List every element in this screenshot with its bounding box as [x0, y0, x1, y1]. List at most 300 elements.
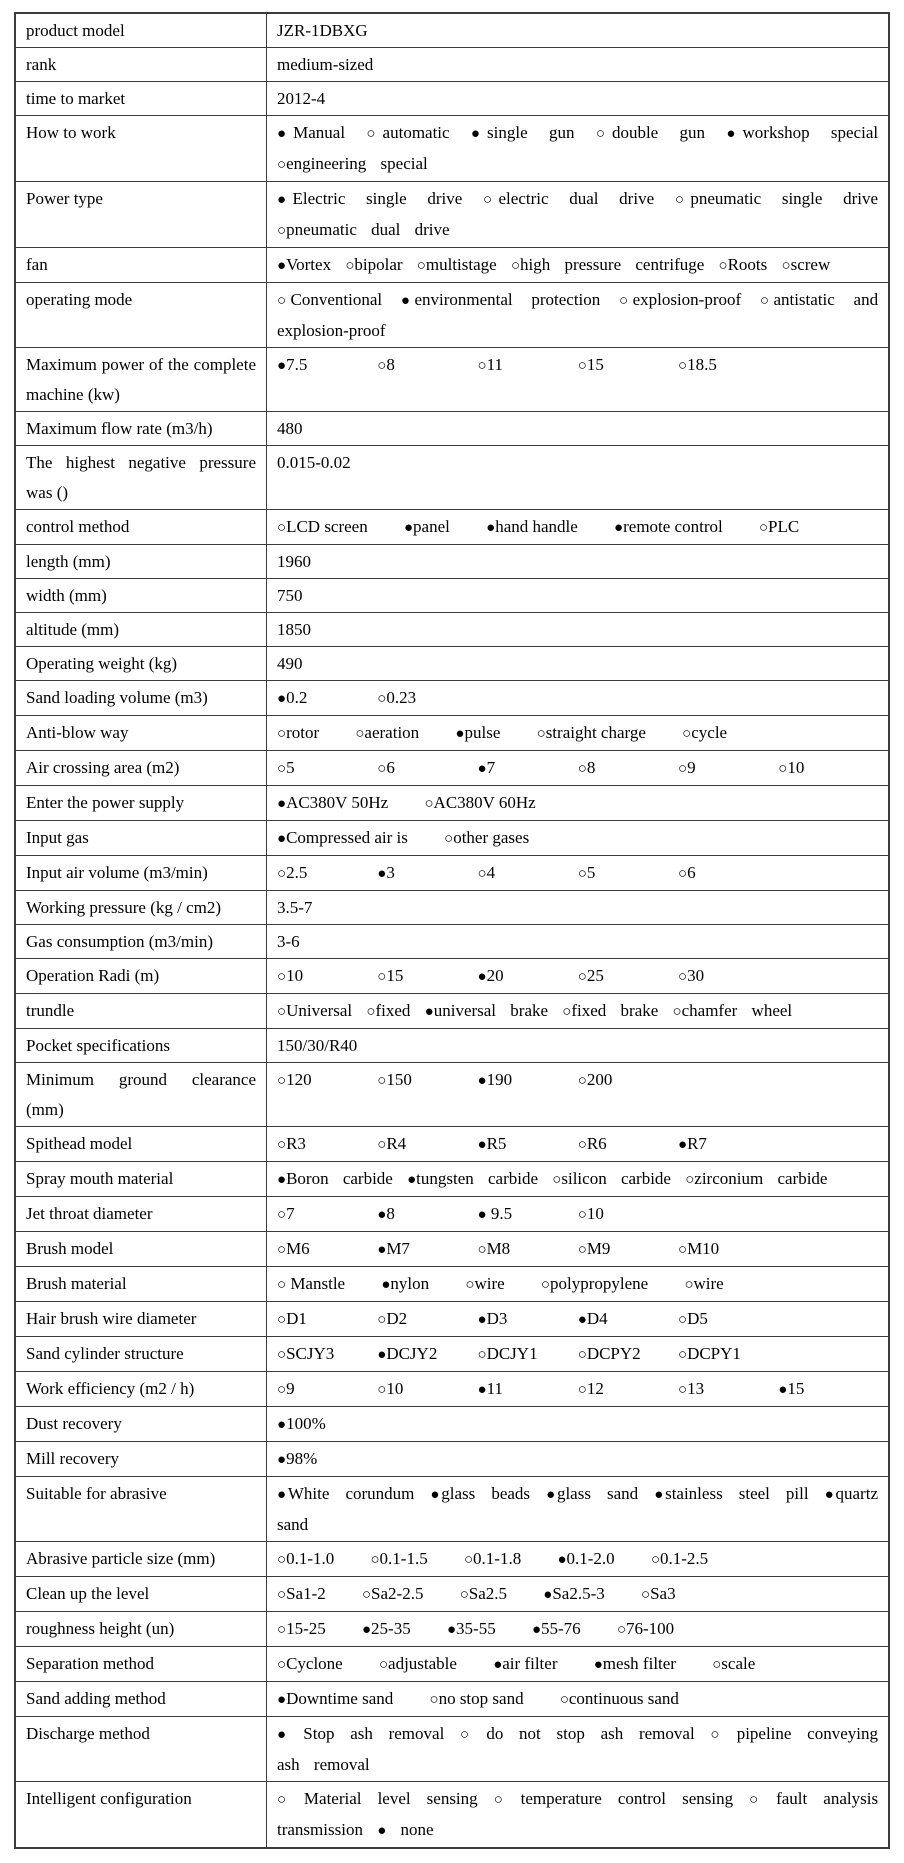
option-label: glass sand	[556, 1484, 639, 1503]
option-selected	[362, 1619, 411, 1638]
option-label: Material level sensing	[287, 1789, 478, 1808]
hollow-bullet-icon: ○	[444, 831, 454, 847]
option-label: pipeline conveying ash removal	[277, 1724, 878, 1774]
option-unselected	[673, 1001, 793, 1020]
option-label: scale	[721, 1654, 756, 1673]
option-unselected	[511, 255, 704, 274]
hollow-bullet-icon: ○	[277, 223, 287, 239]
option-unselected	[552, 1169, 671, 1188]
hollow-bullet-icon: ○	[477, 358, 487, 374]
hollow-bullet-icon: ○	[672, 1004, 682, 1020]
hollow-bullet-icon: ○	[370, 1552, 380, 1568]
option-unselected	[678, 1234, 774, 1265]
hollow-bullet-icon: ○	[577, 1207, 587, 1223]
option-label: screw	[790, 255, 831, 274]
hollow-bullet-icon: ○	[758, 520, 769, 536]
table-row	[15, 925, 889, 959]
option-selected	[277, 1169, 393, 1188]
table-row	[15, 1477, 889, 1542]
hollow-bullet-icon: ○	[685, 1172, 695, 1188]
option-label: Sa2.5-3	[552, 1584, 605, 1603]
row-label: Jet throat diameter	[15, 1197, 267, 1232]
hollow-bullet-icon: ○	[463, 1552, 474, 1568]
option-label: 190	[486, 1070, 513, 1089]
row-value	[267, 182, 890, 248]
option-label: silicon carbide	[561, 1169, 671, 1188]
row-value	[267, 248, 890, 283]
hollow-bullet-icon: ○	[619, 293, 633, 309]
table-row	[15, 1407, 889, 1442]
option-label: Stop ash removal	[287, 1724, 445, 1743]
hollow-bullet-icon: ○	[678, 1242, 688, 1258]
row-label: Power type	[15, 182, 267, 248]
option-unselected	[277, 1549, 334, 1568]
option-label: 20	[486, 966, 504, 985]
row-value	[267, 959, 890, 994]
table-row	[15, 510, 889, 545]
row-value	[267, 1542, 890, 1577]
option-label: antistatic and explosion-proof	[277, 290, 879, 340]
row-label: Sand adding method	[15, 1682, 267, 1717]
hollow-bullet-icon: ○	[577, 1347, 587, 1363]
filled-bullet-icon: ●	[361, 1622, 372, 1638]
hollow-bullet-icon: ○	[577, 1242, 587, 1258]
option-label: 15-25	[286, 1619, 326, 1638]
option-selected	[678, 1129, 774, 1160]
option-unselected	[578, 350, 674, 381]
row-value	[267, 786, 890, 821]
option-label: 15	[586, 355, 604, 374]
option-unselected	[483, 189, 654, 208]
filled-bullet-icon: ●	[277, 1727, 288, 1743]
filled-bullet-icon: ●	[477, 1207, 487, 1223]
filled-bullet-icon: ●	[446, 1622, 457, 1638]
hollow-bullet-icon: ○	[465, 1277, 475, 1293]
table-row	[15, 1577, 889, 1612]
table-row	[15, 891, 889, 925]
option-unselected	[444, 828, 529, 847]
option-unselected	[417, 255, 497, 274]
hollow-bullet-icon: ○	[378, 1657, 389, 1673]
row-value	[267, 1162, 890, 1197]
option-label: 10	[586, 1204, 604, 1223]
filled-bullet-icon: ●	[486, 520, 496, 536]
row-label: Working pressure (kg / cm2)	[15, 891, 267, 925]
option-unselected	[277, 154, 428, 173]
option-unselected	[619, 290, 741, 309]
option-unselected	[277, 517, 368, 536]
option-label: 2.5	[286, 863, 308, 882]
option-label: quartz sand	[277, 1484, 878, 1534]
option-unselected	[478, 1234, 574, 1265]
row-value: 1960	[267, 545, 890, 579]
option-selected	[478, 1065, 574, 1096]
row-value	[267, 283, 890, 348]
option-unselected	[277, 1654, 343, 1673]
option-label: 10	[787, 758, 805, 777]
option-label: White corundum	[287, 1484, 415, 1503]
option-selected	[478, 1129, 574, 1160]
option-selected	[478, 961, 574, 992]
option-selected	[277, 828, 408, 847]
option-label: 8	[586, 758, 596, 777]
row-value	[267, 510, 890, 545]
row-label: Operation Radi (m)	[15, 959, 267, 994]
row-value	[267, 681, 890, 716]
option-label: 5	[586, 863, 596, 882]
table-row	[15, 786, 889, 821]
hollow-bullet-icon: ○	[277, 1137, 287, 1153]
hollow-bullet-icon: ○	[377, 969, 387, 985]
row-value: 2012-4	[267, 82, 890, 116]
option-label: cycle	[691, 723, 728, 742]
filled-bullet-icon: ●	[477, 1073, 487, 1089]
option-label: aeration	[364, 723, 420, 742]
row-label: Sand loading volume (m3)	[15, 681, 267, 716]
hollow-bullet-icon: ○	[712, 1657, 722, 1673]
option-selected	[455, 723, 500, 742]
hollow-bullet-icon: ○	[361, 1587, 372, 1603]
table-row	[15, 1682, 889, 1717]
option-label: nylon	[390, 1274, 430, 1293]
row-value: 480	[267, 412, 890, 446]
filled-bullet-icon: ●	[277, 1172, 287, 1188]
option-unselected	[494, 1789, 733, 1808]
hollow-bullet-icon: ○	[510, 258, 520, 274]
option-label: 0.1-1.8	[473, 1549, 522, 1568]
option-unselected	[377, 1129, 473, 1160]
option-unselected	[478, 350, 574, 381]
option-selected	[381, 1274, 429, 1293]
option-label: high pressure centrifuge	[520, 255, 705, 274]
filled-bullet-icon: ●	[277, 796, 287, 812]
filled-bullet-icon: ●	[377, 1242, 387, 1258]
option-label: 7.5	[286, 355, 308, 374]
table-row	[15, 1717, 889, 1782]
hollow-bullet-icon: ○	[710, 1727, 721, 1743]
option-label: Sa3	[650, 1584, 676, 1603]
hollow-bullet-icon: ○	[678, 1347, 688, 1363]
row-label: width (mm)	[15, 579, 267, 613]
option-label: 55-76	[541, 1619, 581, 1638]
option-label: adjustable	[388, 1654, 457, 1673]
option-selected	[277, 1689, 393, 1708]
option-label: polypropylene	[549, 1274, 649, 1293]
filled-bullet-icon: ●	[403, 520, 414, 536]
hollow-bullet-icon: ○	[277, 1552, 287, 1568]
option-label: 3	[386, 863, 395, 882]
option-label: PLC	[768, 517, 800, 536]
table-row	[15, 48, 889, 82]
hollow-bullet-icon: ○	[377, 1312, 387, 1328]
hollow-bullet-icon: ○	[277, 969, 287, 985]
option-label: zirconium carbide	[694, 1169, 828, 1188]
option-label: Cyclone	[286, 1654, 343, 1673]
option-label: 76-100	[626, 1619, 675, 1638]
option-unselected	[685, 1169, 827, 1188]
row-value	[267, 1302, 890, 1337]
hollow-bullet-icon: ○	[377, 1073, 387, 1089]
hollow-bullet-icon: ○	[460, 1727, 471, 1743]
option-selected	[578, 1304, 674, 1335]
option-unselected	[678, 1304, 774, 1335]
option-label: multistage	[425, 255, 497, 274]
option-unselected	[277, 290, 382, 309]
hollow-bullet-icon: ○	[277, 1277, 287, 1293]
option-unselected	[430, 1689, 524, 1708]
option-selected	[594, 1654, 676, 1673]
option-label: 15	[787, 1379, 805, 1398]
row-label: Separation method	[15, 1647, 267, 1682]
option-label: R4	[386, 1134, 407, 1153]
option-label: bipolar	[354, 255, 403, 274]
option-selected	[532, 1619, 581, 1638]
option-selected	[546, 1484, 638, 1503]
option-label: single gun	[487, 123, 575, 142]
option-label: wire	[474, 1274, 505, 1293]
option-label: 9.5	[486, 1204, 513, 1223]
option-unselected	[759, 517, 799, 536]
hollow-bullet-icon: ○	[424, 796, 434, 812]
option-label: D2	[386, 1309, 408, 1328]
hollow-bullet-icon: ○	[552, 1172, 562, 1188]
filled-bullet-icon: ●	[377, 1347, 387, 1363]
hollow-bullet-icon: ○	[277, 1312, 287, 1328]
table-row	[15, 348, 889, 412]
table-row	[15, 1267, 889, 1302]
option-unselected	[366, 1001, 410, 1020]
filled-bullet-icon: ●	[543, 1587, 553, 1603]
option-unselected	[719, 255, 768, 274]
option-label: Sa2.5	[468, 1584, 508, 1603]
option-unselected	[596, 123, 705, 142]
option-label: 11	[486, 355, 503, 374]
hollow-bullet-icon: ○	[483, 192, 499, 208]
row-label: roughness height (un)	[15, 1612, 267, 1647]
option-label: DCPY2	[586, 1344, 641, 1363]
filled-bullet-icon: ●	[593, 1657, 603, 1673]
hollow-bullet-icon: ○	[562, 1004, 572, 1020]
hollow-bullet-icon: ○	[277, 1382, 287, 1398]
hollow-bullet-icon: ○	[416, 258, 426, 274]
option-label: 0.1-2.5	[660, 1549, 709, 1568]
filled-bullet-icon: ●	[477, 1382, 487, 1398]
option-unselected	[465, 1274, 504, 1293]
hollow-bullet-icon: ○	[577, 969, 587, 985]
filled-bullet-icon: ●	[377, 1207, 387, 1223]
option-unselected	[678, 858, 774, 889]
option-label: automatic	[382, 123, 450, 142]
row-label: Suitable for abrasive	[15, 1477, 267, 1542]
option-label: Universal	[286, 1001, 353, 1020]
table-row	[15, 545, 889, 579]
option-selected	[277, 255, 331, 274]
option-unselected	[379, 1654, 457, 1673]
hollow-bullet-icon: ○	[377, 1382, 387, 1398]
hollow-bullet-icon: ○	[277, 761, 287, 777]
option-label: rotor	[286, 723, 320, 742]
option-label: 6	[386, 758, 395, 777]
option-label: environmental protection	[414, 290, 601, 309]
filled-bullet-icon: ●	[381, 1277, 391, 1293]
hollow-bullet-icon: ○	[682, 726, 692, 742]
table-row	[15, 1197, 889, 1232]
option-selected	[377, 1199, 473, 1230]
table-row	[15, 959, 889, 994]
table-row	[15, 248, 889, 283]
row-label: Maximum power of the complete machine (kw)	[15, 348, 267, 412]
option-selected	[486, 517, 578, 536]
row-label: The highest negative pressure was ()	[15, 446, 267, 510]
option-selected	[277, 350, 373, 381]
row-label: Discharge method	[15, 1717, 267, 1782]
option-selected	[407, 1169, 538, 1188]
option-label: M8	[486, 1239, 511, 1258]
row-label: Input air volume (m3/min)	[15, 856, 267, 891]
spec-table-body	[15, 13, 889, 1848]
spec-table	[14, 12, 890, 1849]
option-selected	[401, 290, 600, 309]
row-label: Brush model	[15, 1232, 267, 1267]
hollow-bullet-icon: ○	[277, 293, 291, 309]
option-label: 12	[586, 1379, 604, 1398]
row-value	[267, 1063, 890, 1127]
option-label: 10	[386, 1379, 404, 1398]
option-selected	[478, 1374, 574, 1405]
option-unselected	[537, 723, 646, 742]
row-label: Sand cylinder structure	[15, 1337, 267, 1372]
table-row	[15, 283, 889, 348]
option-label: wire	[693, 1274, 724, 1293]
option-unselected	[370, 1549, 427, 1568]
option-label: Manstle	[286, 1274, 346, 1293]
hollow-bullet-icon: ○	[377, 691, 387, 707]
hollow-bullet-icon: ○	[781, 258, 791, 274]
filled-bullet-icon: ●	[477, 761, 487, 777]
row-label: Maximum flow rate (m3/h)	[15, 412, 267, 446]
filled-bullet-icon: ●	[470, 126, 488, 142]
option-unselected	[578, 1129, 674, 1160]
row-value	[267, 1197, 890, 1232]
option-label: 15	[386, 966, 404, 985]
table-row	[15, 613, 889, 647]
option-label: glass beads	[441, 1484, 531, 1503]
option-label: LCD screen	[286, 517, 368, 536]
filled-bullet-icon: ●	[477, 1137, 487, 1153]
option-unselected	[277, 1274, 345, 1293]
row-value	[267, 994, 890, 1029]
option-unselected	[578, 1199, 674, 1230]
hollow-bullet-icon: ○	[277, 726, 287, 742]
option-label: Sa1-2	[286, 1584, 326, 1603]
option-label: pneumatic single drive	[690, 189, 879, 208]
row-label: Brush material	[15, 1267, 267, 1302]
option-unselected	[541, 1274, 648, 1293]
option-label: D3	[486, 1309, 508, 1328]
option-unselected	[562, 1001, 658, 1020]
option-unselected	[578, 753, 674, 784]
row-label: Abrasive particle size (mm)	[15, 1542, 267, 1577]
table-row	[15, 579, 889, 613]
filled-bullet-icon: ●	[477, 1312, 487, 1328]
option-label: air filter	[502, 1654, 558, 1673]
option-label: 120	[286, 1070, 312, 1089]
hollow-bullet-icon: ○	[678, 969, 688, 985]
hollow-bullet-icon: ○	[477, 1242, 487, 1258]
option-label: M10	[687, 1239, 720, 1258]
option-label: pulse	[464, 723, 501, 742]
hollow-bullet-icon: ○	[459, 1587, 469, 1603]
filled-bullet-icon: ●	[493, 1657, 503, 1673]
table-row	[15, 116, 889, 182]
hollow-bullet-icon: ○	[674, 192, 691, 208]
row-label: trundle	[15, 994, 267, 1029]
table-row	[15, 681, 889, 716]
option-unselected	[277, 1234, 373, 1265]
table-row	[15, 446, 889, 510]
table-row	[15, 1372, 889, 1407]
option-label: universal brake	[433, 1001, 549, 1020]
option-label: Compressed air is	[286, 828, 408, 847]
option-label: Vortex	[286, 255, 332, 274]
row-label: Enter the power supply	[15, 786, 267, 821]
option-selected	[277, 793, 388, 812]
hollow-bullet-icon: ○	[778, 761, 788, 777]
option-unselected	[460, 1584, 507, 1603]
option-label: D5	[687, 1309, 708, 1328]
hollow-bullet-icon: ○	[277, 1004, 287, 1020]
option-label: none	[386, 1820, 434, 1839]
option-label: 9	[286, 1379, 295, 1398]
option-unselected	[684, 1274, 723, 1293]
row-value: 750	[267, 579, 890, 613]
row-label: Mill recovery	[15, 1442, 267, 1477]
hollow-bullet-icon: ○	[429, 1692, 439, 1708]
option-unselected	[277, 1584, 326, 1603]
filled-bullet-icon: ●	[455, 726, 465, 742]
option-unselected	[377, 1374, 473, 1405]
option-label: 30	[687, 966, 705, 985]
hollow-bullet-icon: ○	[366, 1004, 376, 1020]
filled-bullet-icon: ●	[277, 1417, 287, 1433]
option-label: pneumatic dual drive	[286, 220, 450, 239]
row-value	[267, 1407, 890, 1442]
hollow-bullet-icon: ○	[577, 866, 587, 882]
option-unselected	[355, 723, 419, 742]
hollow-bullet-icon: ○	[355, 726, 365, 742]
hollow-bullet-icon: ○	[577, 1073, 587, 1089]
option-label: temperature control sensing	[504, 1789, 734, 1808]
option-label: electric dual drive	[498, 189, 655, 208]
option-unselected	[617, 1619, 674, 1638]
hollow-bullet-icon: ○	[616, 1622, 626, 1638]
hollow-bullet-icon: ○	[559, 1692, 569, 1708]
option-label: 0.23	[386, 688, 417, 707]
option-unselected	[377, 753, 473, 784]
hollow-bullet-icon: ○	[277, 1587, 287, 1603]
option-label: DCJY2	[386, 1344, 438, 1363]
option-unselected	[366, 123, 449, 142]
option-unselected	[277, 723, 319, 742]
option-label: 6	[687, 863, 696, 882]
row-label: Gas consumption (m3/min)	[15, 925, 267, 959]
option-label: M6	[286, 1239, 310, 1258]
option-label: explosion-proof	[632, 290, 742, 309]
row-value	[267, 1647, 890, 1682]
table-row	[15, 1782, 889, 1849]
option-label: workshop special	[742, 123, 879, 142]
option-label: 7	[486, 758, 496, 777]
